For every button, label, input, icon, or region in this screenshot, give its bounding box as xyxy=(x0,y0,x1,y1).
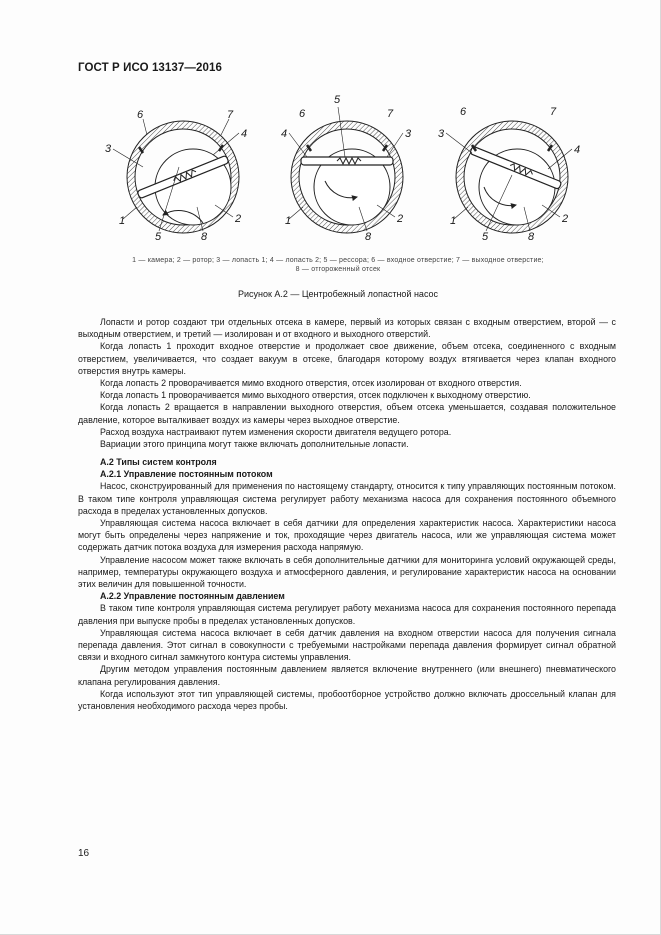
paragraph: Вариации этого принципа могут также включать дополнительные лопасти. xyxy=(100,439,409,450)
label-8: 8 xyxy=(528,231,535,243)
label-1: 1 xyxy=(285,215,292,227)
paragraph: В таком типе контроля управляющая система регулирует работу механизма насоса для сохранения постоянного перепада давления при выпуске пробы в пределах установленных допусков. xyxy=(78,603,616,626)
label-3: 3 xyxy=(438,128,445,140)
paragraph: Лопасти и ротор создают три отдельных отсека в камере, первый из которых связан с входным отверстием, второй — с выходным отверстием, и третий — изолирован и от входного и выходного отверстий. xyxy=(78,317,616,340)
label-6: 6 xyxy=(299,108,306,120)
label-2: 2 xyxy=(562,213,569,225)
paragraph: Насос, сконструированный для применения по настоящему стандарту, относится к типу управляющих постоянным потоком. В таком типе контроля управляющая система регулирует работу механизма насоса для сохранения постоянного объемного расхода в пределах установленных допусков. xyxy=(78,481,616,516)
label-4: 4 xyxy=(241,128,248,140)
paragraph: Управление насосом может также включать в себя дополнительные датчики для мониторинга условий окружающей среды, например, температуры окружающего воздуха и атмосферного давления, и регулирование характеристик насоса на основании этих величин для повышенной точности. xyxy=(78,554,616,590)
label-2: 2 xyxy=(397,213,404,225)
pump-figure xyxy=(0,90,661,250)
label-8: 8 xyxy=(201,231,208,243)
figure-caption: Рисунок А.2 — Центробежный лопастной насос xyxy=(237,289,439,299)
diagram-2 xyxy=(281,94,412,243)
label-6: 6 xyxy=(460,106,467,118)
label-1: 1 xyxy=(450,215,457,227)
label-8: 8 xyxy=(365,231,372,243)
label-5: 5 xyxy=(155,231,162,243)
label-7: 7 xyxy=(550,106,557,118)
section-heading: А.2 Типы систем контроля xyxy=(100,457,217,467)
label-4: 4 xyxy=(281,128,288,140)
paragraph: Когда лопасть 2 проворачивается мимо входного отверстия, отсек изолирован от входного отверстия. xyxy=(100,378,522,389)
paragraph: Когда лопасть 2 вращается в направлении выходного отверстия, объем отсека уменьшается, создавая положительное давление, которое выталкивает воздух из камеры через выходное отверстие. xyxy=(78,402,616,425)
paragraph: Управляющая система насоса включает в себя датчики для определения характеристик насоса. Характеристики насоса могут быть определены через напряжение и ток, проходящие через двигатель насоса, или же управляющая система может содержать датчик потока воздуха для измерения расхода напрямую. xyxy=(78,518,616,553)
label-3: 3 xyxy=(405,128,412,140)
paragraph: Расход воздуха настраивают путем изменения скорости двигателя ведущего ротора. xyxy=(100,426,452,437)
label-5: 5 xyxy=(334,94,341,106)
label-3: 3 xyxy=(105,143,112,155)
label-5: 5 xyxy=(482,231,489,243)
vanes xyxy=(301,157,393,165)
paragraph: Управляющая система насоса включает в себя датчик давления на входном отверстии насоса для получения сигнала перепада давления. Этот сигнал в совокупности с требуемыми настройками перепада давления формирует сигнал обратной связи и входного сигнал замкнутого контура системы управления. xyxy=(78,627,616,663)
diagram-3 xyxy=(438,106,580,243)
page-number: 16 xyxy=(78,848,90,859)
label-2: 2 xyxy=(235,213,242,225)
subsection-heading: А.2.1 Управление постоянным потоком xyxy=(100,469,273,480)
document-header: ГОСТ Р ИСО 13137—2016 xyxy=(78,62,223,74)
label-7: 7 xyxy=(227,109,234,121)
diagram-1 xyxy=(105,109,247,243)
label-6: 6 xyxy=(137,109,144,121)
paragraph: Когда лопасть 1 проворачивается мимо выходного отверстия, отсек подключен к выходному отверстию. xyxy=(100,390,531,401)
figure-legend-line-1: 1 — камера; 2 — ротор; 3 — лопасть 1; 4 — лопасть 2; 5 — рессора; 6 — входное отверстие; 7 — выходное отверстие; xyxy=(132,257,544,264)
label-1: 1 xyxy=(119,215,126,227)
paragraph: Когда лопасть 1 проходит входное отверстие и продолжает свое движение, объем отсека, соединенного с входным отверстием, увеличивается, что создает вакуум в отсеке, благодаря которому воздух втягивается через клапан входного отверстия внутрь камеры. xyxy=(78,341,616,376)
label-7: 7 xyxy=(387,108,394,120)
paragraph: Другим методом управления постоянным давлением является включение внутреннего (или внешнего) пневматического клапана регулирования давления. xyxy=(78,664,616,687)
figure-legend-line-2: 8 — отгороженный отсек xyxy=(295,266,381,273)
subsection-heading: А.2.2 Управление постоянным давлением xyxy=(100,591,285,602)
body-text-section-a2 xyxy=(78,452,616,712)
paragraph: Когда используют этот тип управляющей системы, пробоотборное устройство должно включать дроссельный клапан для установления необходимого расхода через пробы. xyxy=(78,688,616,712)
label-4: 4 xyxy=(574,144,581,156)
body-text-intro xyxy=(78,316,616,450)
